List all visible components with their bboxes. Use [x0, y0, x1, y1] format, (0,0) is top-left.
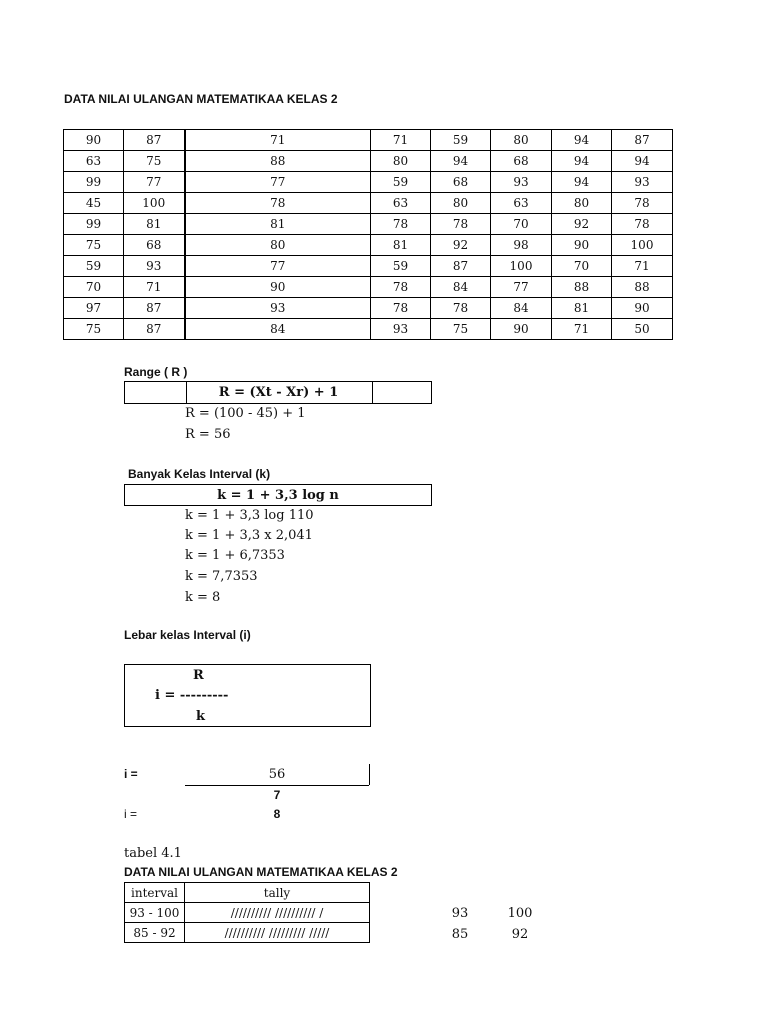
- table-cell: 70: [552, 256, 612, 277]
- kelas-formula-box: [124, 484, 432, 506]
- table-cell: 70: [491, 214, 552, 235]
- lebar-box-top: R: [193, 668, 204, 683]
- row1-low: 93: [451, 906, 469, 921]
- lebar-calc-label: i =: [124, 767, 138, 781]
- lebar-result-label: i =: [124, 807, 138, 821]
- table-cell: 80: [491, 130, 552, 151]
- table-cell: 70: [64, 277, 124, 298]
- row2-high: 92: [511, 927, 529, 942]
- table-cell: 94: [552, 172, 612, 193]
- table-cell: 87: [612, 130, 673, 151]
- table-cell: 90: [491, 319, 552, 340]
- row2-low: 85: [451, 927, 469, 942]
- table-cell: 90: [612, 298, 673, 319]
- table-row: [64, 319, 673, 340]
- table-cell: 75: [431, 319, 491, 340]
- table-row: [64, 172, 673, 193]
- table-cell: 94: [612, 151, 673, 172]
- table-cell: 84: [185, 319, 371, 340]
- table-row: [64, 256, 673, 277]
- table-cell: 81: [371, 235, 431, 256]
- table-cell: 71: [612, 256, 673, 277]
- table-row: [64, 298, 673, 319]
- table-cell: 78: [371, 298, 431, 319]
- table-cell: 92: [552, 214, 612, 235]
- header-tally: tally: [185, 883, 370, 903]
- frequency-header-row: [125, 883, 370, 903]
- table-cell: 88: [552, 277, 612, 298]
- range-formula-box: [124, 381, 432, 404]
- table-cell: 81: [124, 214, 185, 235]
- kelas-step-4: k = 7,7353: [185, 569, 258, 584]
- table-cell: 71: [124, 277, 185, 298]
- table-cell: 77: [124, 172, 185, 193]
- table-cell: 100: [612, 235, 673, 256]
- table-cell: 93: [612, 172, 673, 193]
- table-cell: 75: [64, 319, 124, 340]
- table-cell: 87: [124, 319, 185, 340]
- lebar-numerator: 56: [268, 767, 286, 782]
- table-cell: 80: [185, 235, 371, 256]
- frequency-row: [125, 903, 370, 923]
- table-cell: 94: [552, 130, 612, 151]
- table-cell: 80: [371, 151, 431, 172]
- table-cell: 59: [371, 256, 431, 277]
- lebar-box-bottom: k: [196, 709, 206, 724]
- range-step-2: R = 56: [185, 427, 231, 442]
- table-cell: 93: [371, 319, 431, 340]
- kelas-step-2: k = 1 + 3,3 x 2,041: [185, 528, 313, 543]
- table-cell: 87: [124, 298, 185, 319]
- table-cell: 92: [431, 235, 491, 256]
- table-cell: 59: [64, 256, 124, 277]
- lebar-heading: Lebar kelas Interval (i): [124, 628, 251, 642]
- table-cell: 99: [64, 172, 124, 193]
- table-cell: 88: [612, 277, 673, 298]
- table-cell: 59: [431, 130, 491, 151]
- fraction-right-edge: [369, 764, 370, 785]
- table-cell: 94: [431, 151, 491, 172]
- table-cell: 50: [612, 319, 673, 340]
- table-cell: 75: [64, 235, 124, 256]
- header-interval: interval: [125, 883, 185, 903]
- kelas-heading: Banyak Kelas Interval (k): [128, 467, 271, 481]
- table-cell: 80: [552, 193, 612, 214]
- table-cell: 71: [371, 130, 431, 151]
- range-formula: R = (Xt - Xr) + 1: [218, 385, 339, 400]
- table-cell: 87: [431, 256, 491, 277]
- lebar-result: 8: [273, 807, 281, 821]
- data-table: [63, 129, 673, 340]
- table-cell: 78: [612, 193, 673, 214]
- table-row: [64, 151, 673, 172]
- table-cell: 97: [64, 298, 124, 319]
- table-cell: 78: [612, 214, 673, 235]
- table-caption: tabel 4.1: [124, 846, 182, 861]
- table-row: [64, 235, 673, 256]
- row1-high: 100: [507, 906, 533, 921]
- frequency-table: [124, 882, 370, 943]
- range-step-1: R = (100 - 45) + 1: [185, 406, 306, 421]
- table-cell: 80: [431, 193, 491, 214]
- table-row: [64, 193, 673, 214]
- tally-cell: ////////// ////////// /: [185, 903, 370, 923]
- table-cell: 77: [491, 277, 552, 298]
- frequency-row: [125, 923, 370, 943]
- table-cell: 94: [552, 151, 612, 172]
- table-row: [64, 130, 673, 151]
- table-cell: 78: [431, 214, 491, 235]
- table-cell: 78: [371, 214, 431, 235]
- table-cell: 75: [124, 151, 185, 172]
- table-cell: 81: [185, 214, 371, 235]
- table-title: DATA NILAI ULANGAN MATEMATIKAA KELAS 2: [124, 865, 398, 879]
- lebar-denominator: 7: [273, 788, 281, 802]
- table-cell: 68: [491, 151, 552, 172]
- table-cell: 77: [185, 256, 371, 277]
- kelas-step-3: k = 1 + 6,7353: [185, 548, 285, 563]
- table-cell: 93: [124, 256, 185, 277]
- table-cell: 71: [185, 130, 371, 151]
- page-title: DATA NILAI ULANGAN MATEMATIKAA KELAS 2: [64, 92, 338, 106]
- table-cell: 81: [552, 298, 612, 319]
- lebar-box-mid: i = ---------: [155, 688, 229, 703]
- interval-cell: 93 - 100: [125, 903, 185, 923]
- table-cell: 84: [491, 298, 552, 319]
- table-cell: 78: [431, 298, 491, 319]
- table-cell: 99: [64, 214, 124, 235]
- table-cell: 100: [124, 193, 185, 214]
- interval-cell: 85 - 92: [125, 923, 185, 943]
- table-cell: 77: [185, 172, 371, 193]
- table-cell: 63: [371, 193, 431, 214]
- table-cell: 100: [491, 256, 552, 277]
- table-cell: 78: [371, 277, 431, 298]
- table-cell: 71: [552, 319, 612, 340]
- kelas-step-1: k = 1 + 3,3 log 110: [185, 508, 314, 523]
- table-row: [64, 277, 673, 298]
- table-cell: 98: [491, 235, 552, 256]
- table-cell: 90: [552, 235, 612, 256]
- table-cell: 93: [185, 298, 371, 319]
- table-cell: 78: [185, 193, 371, 214]
- table-cell: 68: [124, 235, 185, 256]
- table-row: [64, 214, 673, 235]
- kelas-formula: k = 1 + 3,3 log n: [217, 488, 339, 503]
- table-cell: 93: [491, 172, 552, 193]
- fraction-line: [185, 785, 369, 786]
- table-cell: 90: [185, 277, 371, 298]
- table-cell: 63: [64, 151, 124, 172]
- table-cell: 84: [431, 277, 491, 298]
- tally-cell: ////////// ///////// /////: [185, 923, 370, 943]
- table-cell: 59: [371, 172, 431, 193]
- range-heading: Range ( R ): [124, 365, 188, 379]
- table-cell: 68: [431, 172, 491, 193]
- table-cell: 88: [185, 151, 371, 172]
- table-cell: 63: [491, 193, 552, 214]
- kelas-step-5: k = 8: [185, 590, 221, 605]
- table-cell: 87: [124, 130, 185, 151]
- table-cell: 45: [64, 193, 124, 214]
- table-cell: 90: [64, 130, 124, 151]
- lebar-formula-box: [124, 664, 371, 727]
